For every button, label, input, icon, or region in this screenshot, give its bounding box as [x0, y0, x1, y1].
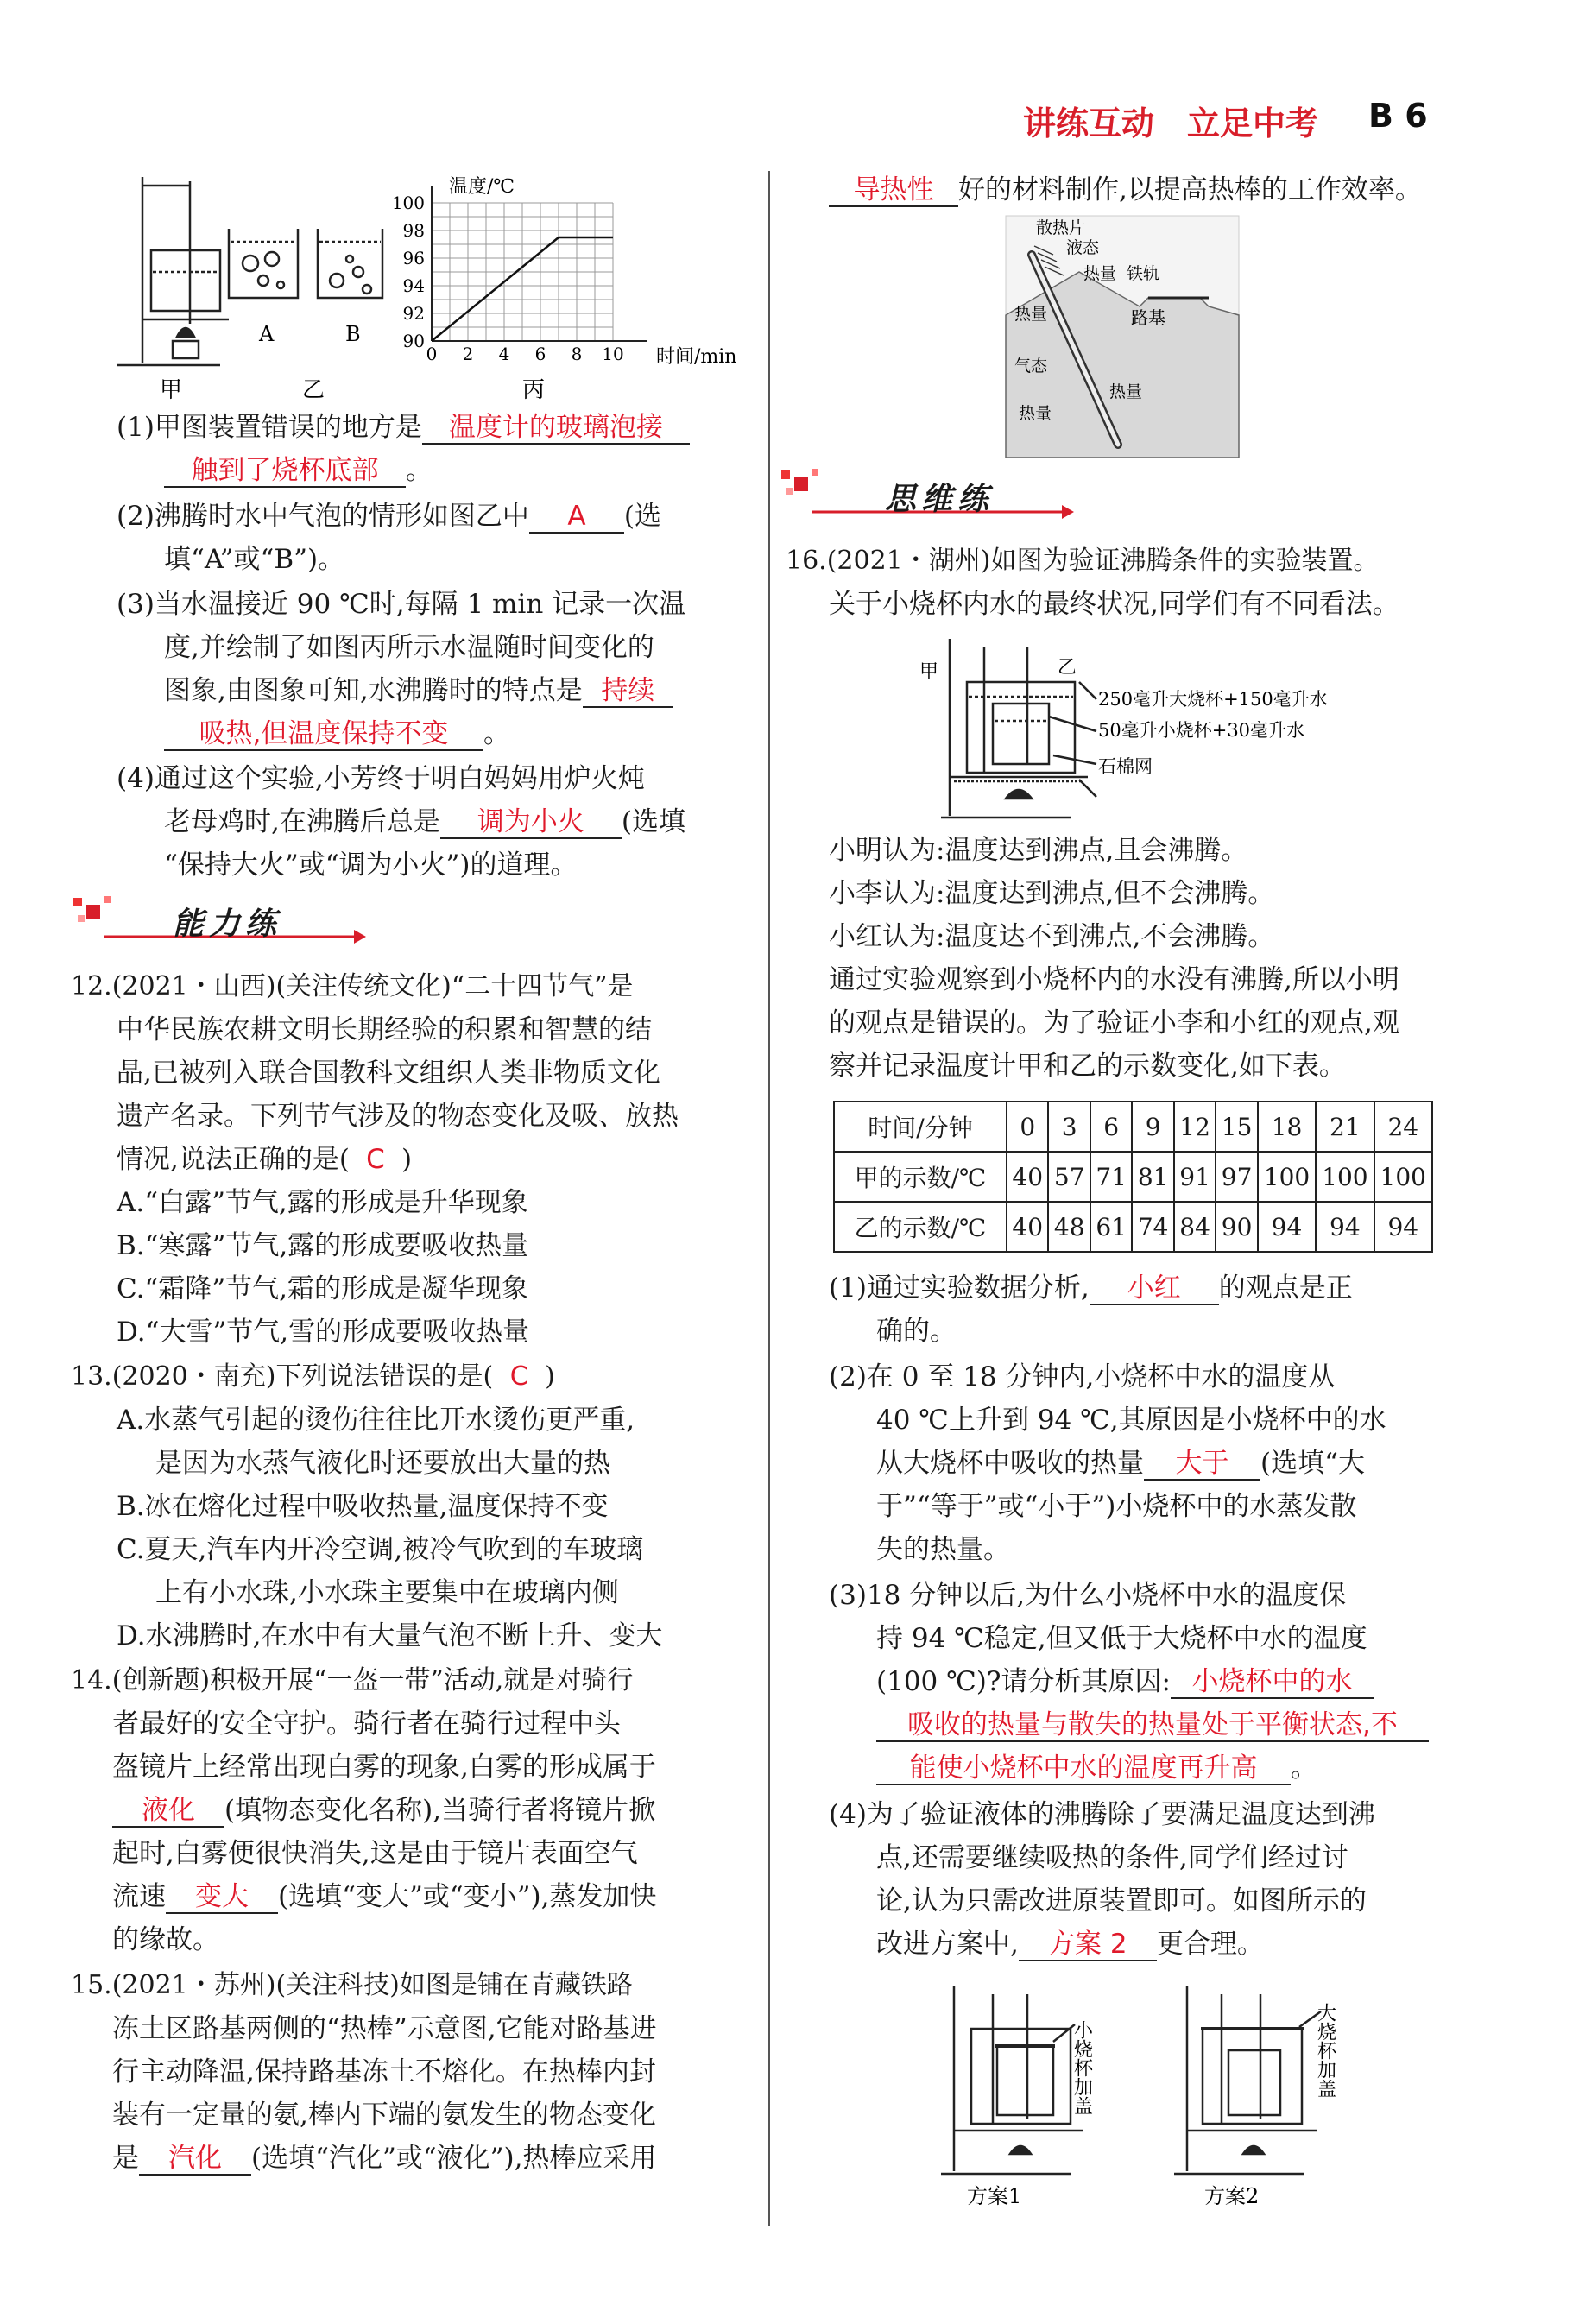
rod-label-roadbed: 路基 — [1131, 307, 1165, 328]
rod-label-heat-4: 热量 — [1019, 404, 1052, 423]
q11-p3-answer-2: 吸热,但温度保持不变 — [164, 718, 483, 751]
q14-l2: 者最好的安全守护。骑行者在骑行过程中头 — [112, 1708, 621, 1740]
q11-p4-l3: “保持大火”或“调为小火”)的道理。 — [164, 849, 578, 881]
table-cell: 91 — [1174, 1152, 1216, 1202]
q15-l1: 15.(2021・苏州)(关注科技)如图是铺在青藏铁路 — [71, 1970, 633, 2000]
q11-p3-l2: 度,并绘制了如图丙所示水温随时间变化的 — [164, 632, 654, 663]
q14-l6 — [112, 1879, 656, 1914]
q16-p1-b: 的观点是正 — [1218, 1273, 1353, 1304]
scheme-figures — [928, 1977, 1412, 2210]
x-tick-label: 6 — [534, 344, 546, 364]
q16-p3-l1: (3)18 分钟以后,为什么小烧杯中水的温度保 — [829, 1580, 1347, 1611]
q14-l7: 的缘故。 — [112, 1924, 219, 1955]
q15-l4: 装有一定量的氨,棒内下端的氨发生的物态变化 — [112, 2100, 656, 2131]
heat-rod-figure — [1001, 212, 1243, 462]
table-cell: 97 — [1216, 1152, 1257, 1202]
table-header-row — [834, 1102, 1432, 1152]
q12-opt-d: D.“大雪”节气,雪的形成要吸收热量 — [117, 1317, 530, 1348]
table-header-cell: 12 — [1174, 1102, 1216, 1152]
table-cell: 90 — [1216, 1202, 1257, 1252]
q16-m2: 小李认为:温度达到沸点,但不会沸腾。 — [829, 878, 1275, 909]
q11-p1-text: (1)甲图装置错误的地方是 — [117, 412, 422, 443]
rod-label-heat-2: 热量 — [1014, 305, 1048, 324]
q16-data-table — [833, 1101, 1433, 1253]
q16-label-asbestos: 石棉网 — [1098, 756, 1153, 777]
q15-answer-1: 汽化 — [139, 2143, 251, 2176]
q13-opt-c1: C.夏天,汽车内开冷空调,被冷气吹到的车玻璃 — [117, 1534, 644, 1565]
q14-answer-2: 变大 — [166, 1881, 278, 1914]
q12-answer: C — [366, 1144, 385, 1175]
x-tick-label: 0 — [426, 344, 438, 364]
q16-m3: 小红认为:温度达不到沸点,不会沸腾。 — [829, 921, 1275, 952]
q16-p3-l4 — [876, 1708, 1429, 1742]
q11-p2 — [117, 499, 661, 534]
q11-p2c: 填“A”或“B”)。 — [164, 544, 345, 575]
q16-p4-l3: 论,认为只需改进原装置即可。如图所示的 — [876, 1885, 1367, 1917]
q14-answer-1: 液化 — [112, 1795, 224, 1828]
q14-l3: 盔镜片上经常出现白雾的现象,白雾的形成属于 — [112, 1752, 656, 1783]
q11-p2-answer: A — [529, 501, 624, 534]
table-cell: 61 — [1090, 1202, 1132, 1252]
q16-p2-l5: 失的热量。 — [876, 1534, 1010, 1565]
q16-p2-l1: (2)在 0 至 18 分钟内,小烧杯中水的温度从 — [829, 1361, 1336, 1393]
scheme-1-label: 方案1 — [967, 2184, 1022, 2208]
table-header-cell: 21 — [1316, 1102, 1374, 1152]
y-tick-label: 90 — [402, 331, 425, 351]
table-header-cell: 6 — [1090, 1102, 1132, 1152]
table-cell: 100 — [1258, 1152, 1316, 1202]
q16-l1: 16.(2021・湖州)如图为验证沸腾条件的实验装置。 — [786, 546, 1380, 576]
table-cell: 81 — [1132, 1152, 1173, 1202]
q15-l5-b: (选填“汽化”或“液化”),热棒应采用 — [251, 2143, 657, 2174]
q12-l5 — [117, 1142, 412, 1177]
table-header-cell: 0 — [1007, 1102, 1048, 1152]
q11-p4-answer: 调为小火 — [440, 806, 622, 839]
q15-l3: 行主动降温,保持路基冻土不熔化。在热棒内封 — [112, 2056, 656, 2087]
q15-l6 — [829, 173, 1422, 207]
table-cell: 84 — [1174, 1202, 1216, 1252]
q16-p2-l4: 于”“等于”或“小于”)小烧杯中的水蒸发散 — [876, 1491, 1357, 1522]
q11-p1-end: 。 — [406, 455, 433, 486]
q16-p1-c: 确的。 — [876, 1316, 957, 1347]
table-header-cell: 9 — [1132, 1102, 1173, 1152]
q12-opt-a: A.“白露”节气,露的形成是升华现象 — [117, 1187, 528, 1218]
q16-p3-answer-1: 小烧杯中的水 — [1171, 1666, 1374, 1699]
graph-ylabel: 温度/℃ — [449, 176, 515, 198]
q16-p3-end: 。 — [1291, 1752, 1317, 1784]
q16-p1-answer: 小红 — [1090, 1273, 1219, 1305]
q13-close: ) — [545, 1361, 555, 1392]
q16-label-big-beaker: 250毫升大烧杯+150毫升水 — [1098, 689, 1328, 710]
table-row — [834, 1152, 1432, 1202]
label-b: B — [345, 322, 361, 346]
q16-p3-l3 — [876, 1664, 1374, 1699]
q11-p1-answer-2: 触到了烧杯底部 — [164, 455, 406, 488]
page-header-title: 讲练互动 立足中考 — [1023, 104, 1319, 142]
q16-p2-answer: 大于 — [1144, 1448, 1260, 1481]
q12-opt-b: B.“寒露”节气,露的形成要吸收热量 — [117, 1230, 529, 1261]
q14-l5: 起时,白雾便很快消失,这是由于镜片表面空气 — [112, 1838, 638, 1869]
q15-l6-text: 好的材料制作,以提高热棒的工作效率。 — [958, 174, 1422, 205]
rod-label-heat-3: 热量 — [1109, 382, 1143, 401]
q11-p2-text: (2)沸腾时水中气泡的情形如图乙中 — [117, 501, 529, 532]
scheme-2-note: 大烧杯加盖 — [1314, 2003, 1336, 2098]
rod-label-fin: 散热片 — [1036, 218, 1086, 237]
q11-p1 — [117, 410, 690, 445]
q15-l5-a: 是 — [112, 2143, 139, 2174]
y-tick-label: 98 — [402, 220, 425, 241]
table-cell: 100 — [1374, 1152, 1432, 1202]
q16-label-small-beaker: 50毫升小烧杯+30毫升水 — [1098, 720, 1305, 741]
q11-p2-text-b: (选 — [623, 501, 662, 532]
q16-p3-l2: 持 94 ℃稳定,但又低于大烧杯中水的温度 — [876, 1623, 1367, 1654]
q16-p4-l1: (4)为了验证液体的沸腾除了要满足温度达到沸 — [829, 1799, 1375, 1830]
q12-l4: 遗产名录。下列节气涉及的物态变化及吸、放热 — [117, 1101, 679, 1132]
q16-p2-l3-a: 从大烧杯中吸收的热量 — [876, 1448, 1144, 1479]
section-thinking-title: 思维练 — [885, 482, 995, 517]
q14-l1: 14.(创新题)积极开展“一盔一带”活动,就是对骑行 — [71, 1665, 634, 1696]
q11-p4-text-b: (选填 — [621, 806, 685, 837]
q11-p3-answer: 持续 — [583, 675, 673, 708]
q11-p3-l4 — [164, 717, 510, 751]
rod-label-liquid: 液态 — [1066, 238, 1100, 257]
q16-p2-l3-b: (选填“大 — [1260, 1448, 1365, 1479]
x-tick-label: 4 — [498, 344, 510, 364]
table-cell: 甲的示数/℃ — [834, 1152, 1007, 1202]
scheme-2-apparatus — [1174, 1986, 1321, 2174]
q13-opt-a2: 是因为水蒸气液化时还要放出大量的热 — [155, 1448, 610, 1479]
table-cell: 74 — [1132, 1202, 1173, 1252]
q11-p4-l2 — [164, 805, 685, 839]
apparatus-jia — [117, 177, 229, 365]
x-tick-label: 2 — [462, 344, 474, 364]
q13-answer: C — [509, 1361, 528, 1392]
q15-answer-2: 导热性 — [829, 174, 958, 207]
q13-opt-d: D.水沸腾时,在水中有大量气泡不断上升、变大 — [117, 1620, 663, 1651]
beaker-b — [318, 229, 382, 298]
q16-m1: 小明认为:温度达到沸点,且会沸腾。 — [829, 835, 1248, 866]
rod-label-heat-1: 热量 — [1083, 264, 1117, 283]
table-cell: 94 — [1258, 1202, 1316, 1252]
section-ability-title: 能力练 — [173, 906, 282, 942]
q11-p3-l3 — [164, 673, 673, 708]
q11-p3-l1: (3)当水温接近 90 ℃时,每隔 1 min 记录一次温 — [117, 589, 686, 620]
x-tick-label: 10 — [602, 344, 624, 364]
y-tick-label: 100 — [391, 193, 425, 213]
beaker-a — [229, 229, 298, 298]
q11-p4-l1: (4)通过这个实验,小芳终于明白妈妈用炉火炖 — [117, 763, 645, 794]
q14-l4 — [112, 1793, 655, 1828]
q16-p4-l4 — [876, 1927, 1264, 1961]
q12-close: ) — [401, 1144, 413, 1175]
table-header-cell: 18 — [1258, 1102, 1316, 1152]
q13-opt-a1: A.水蒸气引起的烫伤往往比开水烫伤更严重, — [117, 1405, 635, 1436]
rod-label-gas: 气态 — [1014, 357, 1048, 376]
q15-l5 — [112, 2141, 656, 2176]
y-tick-label: 96 — [402, 248, 425, 268]
q16-p4-answer: 方案 2 — [1019, 1929, 1157, 1961]
q16-p4-l2: 点,还需要继续吸热的条件,同学们经过讨 — [876, 1842, 1348, 1873]
table-cell: 71 — [1090, 1152, 1132, 1202]
x-tick-label: 8 — [571, 344, 583, 364]
table-cell: 乙的示数/℃ — [834, 1202, 1007, 1252]
q16-p2-l3 — [876, 1446, 1365, 1481]
scheme-2-label: 方案2 — [1204, 2184, 1260, 2208]
table-row — [834, 1202, 1432, 1252]
q16-p1-a: (1)通过实验数据分析, — [829, 1273, 1090, 1304]
table-cell: 94 — [1374, 1202, 1432, 1252]
y-tick-label: 94 — [402, 275, 425, 296]
q13-opt-b: B.冰在熔化过程中吸收热量,温度保持不变 — [117, 1491, 609, 1522]
column-divider — [768, 171, 770, 2226]
q12-opt-c: C.“霜降”节气,霜的形成是凝华现象 — [117, 1273, 529, 1304]
table-cell: 94 — [1316, 1202, 1374, 1252]
q16-m4: 通过实验观察到小烧杯内的水没有沸腾,所以小明 — [829, 964, 1399, 995]
q11-figure — [108, 168, 747, 406]
q11-p3-text: 图象,由图象可知,水沸腾时的特点是 — [164, 675, 583, 706]
q16-p4-l4-b: 更合理。 — [1156, 1929, 1264, 1960]
table-cell: 40 — [1007, 1202, 1048, 1252]
scheme-1-note: 小烧杯加盖 — [1071, 2020, 1093, 2115]
q13-stem: 13.(2020・南充)下列说法错误的是( — [71, 1361, 494, 1392]
rod-label-rail: 铁轨 — [1127, 264, 1160, 283]
y-tick-label: 92 — [402, 303, 425, 324]
q12-stem-end: 情况,说法正确的是( — [117, 1144, 350, 1175]
q16-l2: 关于小烧杯内水的最终状况,同学们有不同看法。 — [829, 589, 1399, 620]
table-cell: 40 — [1007, 1152, 1048, 1202]
table-cell: 48 — [1048, 1202, 1090, 1252]
q16-label-jia: 甲 — [919, 661, 939, 683]
q14-l6-a: 流速 — [112, 1881, 166, 1912]
q11-p4-text: 老母鸡时,在沸腾后总是 — [164, 806, 440, 837]
page-number: B 6 — [1368, 97, 1428, 135]
label-bing: 丙 — [522, 377, 546, 403]
q12-l1: 12.(2021・山西)(关注传统文化)“二十四节气”是 — [71, 971, 634, 1001]
table-header-cell: 15 — [1216, 1102, 1257, 1152]
table-header-cell: 时间/分钟 — [834, 1102, 1007, 1152]
scheme-1-apparatus — [941, 1986, 1083, 2174]
q16-p3-answer-2: 吸收的热量与散失的热量处于平衡状态,不 — [876, 1709, 1429, 1742]
q11-p1b — [164, 453, 433, 488]
q14-l6-b: (选填“变大”或“变小”),蒸发加快 — [278, 1881, 657, 1912]
q16-m5: 的观点是错误的。为了验证小李和小红的观点,观 — [829, 1007, 1399, 1039]
q16-p2-l2: 40 ℃上升到 94 ℃,其原因是小烧杯中的水 — [876, 1405, 1386, 1436]
q16-p3-l5 — [876, 1751, 1317, 1785]
table-cell: 100 — [1316, 1152, 1374, 1202]
table-cell: 57 — [1048, 1152, 1090, 1202]
q13-opt-c2: 上有小水珠,小水珠主要集中在玻璃内侧 — [155, 1577, 619, 1608]
q16-p1 — [829, 1271, 1353, 1305]
q16-p3-l3-a: (100 ℃)?请分析其原因: — [876, 1666, 1171, 1697]
q11-p3-end: 。 — [483, 718, 510, 749]
temperature-graph — [392, 186, 647, 364]
q12-l3: 晶,已被列入联合国教科文组织人类非物质文化 — [117, 1058, 660, 1089]
table-header-cell: 3 — [1048, 1102, 1090, 1152]
label-jia: 甲 — [160, 377, 183, 403]
label-a: A — [259, 322, 275, 346]
graph-xlabel: 时间/min — [656, 346, 737, 368]
q14-l4-text: (填物态变化名称),当骑行者将镜片掀 — [224, 1795, 656, 1826]
table-header-cell: 24 — [1374, 1102, 1432, 1152]
q16-p3-answer-3: 能使小烧杯中水的温度再升高 — [876, 1752, 1291, 1785]
q16-apparatus-figure — [915, 635, 1399, 824]
q16-m6: 察并记录温度计甲和乙的示数变化,如下表。 — [829, 1051, 1346, 1082]
q15-l2: 冻土区路基两侧的“热棒”示意图,它能对路基进 — [112, 2013, 657, 2044]
q16-label-yi: 乙 — [1058, 657, 1077, 679]
q11-p1-answer: 温度计的玻璃泡接 — [422, 412, 690, 445]
q16-p4-l4-a: 改进方案中, — [876, 1929, 1019, 1960]
q12-l2: 中华民族农耕文明长期经验的积累和智慧的结 — [117, 1014, 652, 1045]
label-yi: 乙 — [302, 377, 325, 403]
q13-l1 — [71, 1360, 555, 1394]
